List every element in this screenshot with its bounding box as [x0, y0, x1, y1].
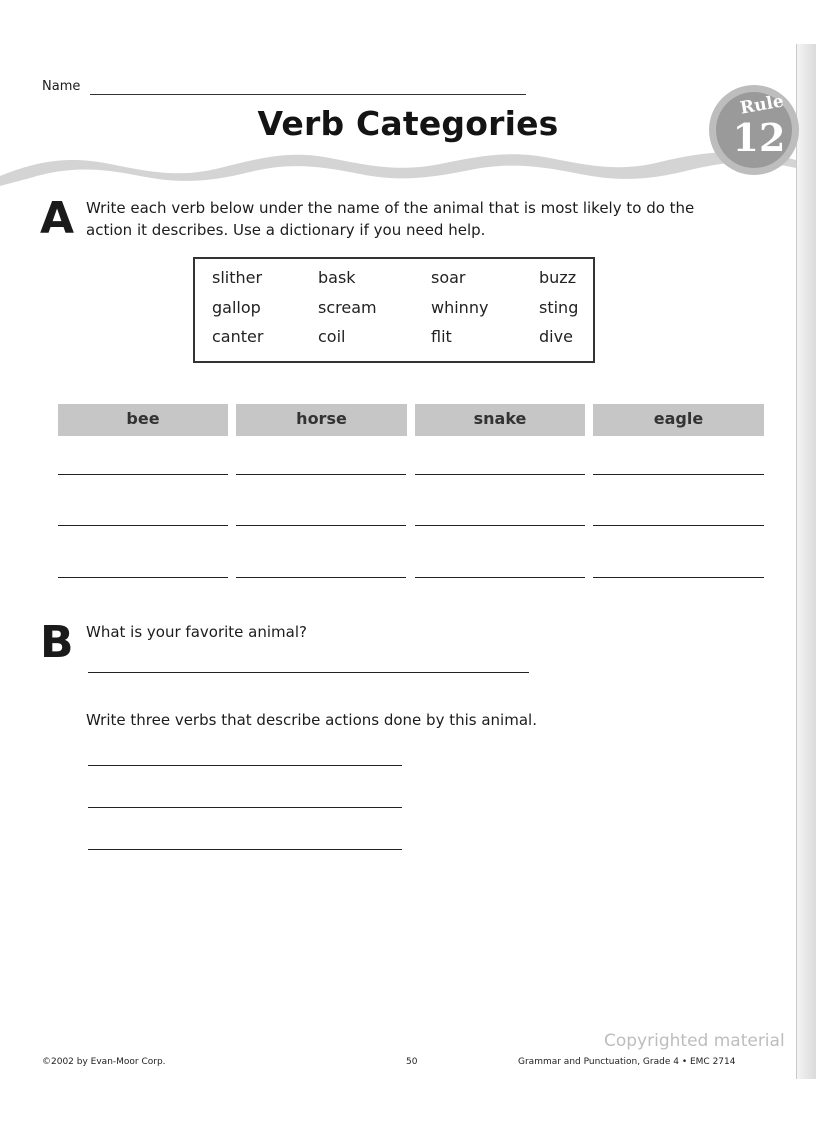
word-bank-verb: flit	[431, 327, 452, 346]
answer-line[interactable]	[593, 525, 764, 526]
answer-line[interactable]	[593, 577, 764, 578]
answer-line[interactable]	[58, 474, 228, 475]
answer-line[interactable]	[415, 525, 585, 526]
answer-line[interactable]	[236, 474, 406, 475]
footer-copyright: ©2002 by Evan-Moor Corp.	[42, 1057, 166, 1067]
word-bank-verb: dive	[539, 327, 573, 346]
page-title: Verb Categories	[257, 104, 559, 143]
page-edge-shadow	[796, 44, 816, 1079]
rule-badge-number: 12	[732, 115, 786, 160]
verb-answer-line[interactable]	[88, 765, 402, 766]
section-a-instruction-line2: action it describes. Use a dictionary if you need help.	[86, 221, 486, 239]
footer-page-number: 50	[406, 1057, 418, 1067]
category-header-bee: bee	[58, 404, 228, 436]
word-bank-verb: canter	[212, 327, 264, 346]
footer-book-info: Grammar and Punctuation, Grade 4 • EMC 2714	[518, 1057, 736, 1067]
word-bank-verb: gallop	[212, 298, 261, 317]
word-bank-verb: buzz	[539, 268, 577, 287]
section-a-instruction-line1: Write each verb below under the name of the animal that is most likely to do the	[86, 199, 695, 217]
category-header-horse: horse	[236, 404, 407, 436]
word-bank-verb: coil	[318, 327, 346, 346]
favorite-animal-question: What is your favorite animal?	[86, 623, 307, 641]
verb-answer-line[interactable]	[88, 807, 402, 808]
copyright-watermark: Copyrighted material	[604, 1031, 785, 1051]
word-bank-verb: soar	[431, 268, 466, 287]
word-bank-verb: whinny	[431, 298, 489, 317]
section-b-letter: B	[40, 617, 74, 668]
word-bank-verb: scream	[318, 298, 377, 317]
name-line[interactable]	[90, 94, 526, 95]
verb-answer-line[interactable]	[88, 849, 402, 850]
answer-line[interactable]	[415, 577, 585, 578]
word-bank-verb: slither	[212, 268, 263, 287]
category-header-eagle: eagle	[593, 404, 764, 436]
wave-banner-decoration	[0, 138, 816, 188]
answer-line[interactable]	[236, 525, 406, 526]
word-bank-verb: bask	[318, 268, 356, 287]
section-a-letter: A	[40, 193, 75, 244]
answer-line[interactable]	[415, 474, 585, 475]
three-verbs-prompt: Write three verbs that describe actions done by this animal.	[86, 711, 537, 729]
name-label: Name	[42, 79, 81, 94]
category-header-snake: snake	[415, 404, 585, 436]
answer-line[interactable]	[58, 577, 228, 578]
rule-badge-word: Rule	[738, 91, 786, 119]
answer-line[interactable]	[58, 525, 228, 526]
answer-line[interactable]	[236, 577, 406, 578]
answer-line[interactable]	[593, 474, 764, 475]
word-bank-verb: sting	[539, 298, 579, 317]
favorite-animal-answer-line[interactable]	[88, 672, 529, 673]
